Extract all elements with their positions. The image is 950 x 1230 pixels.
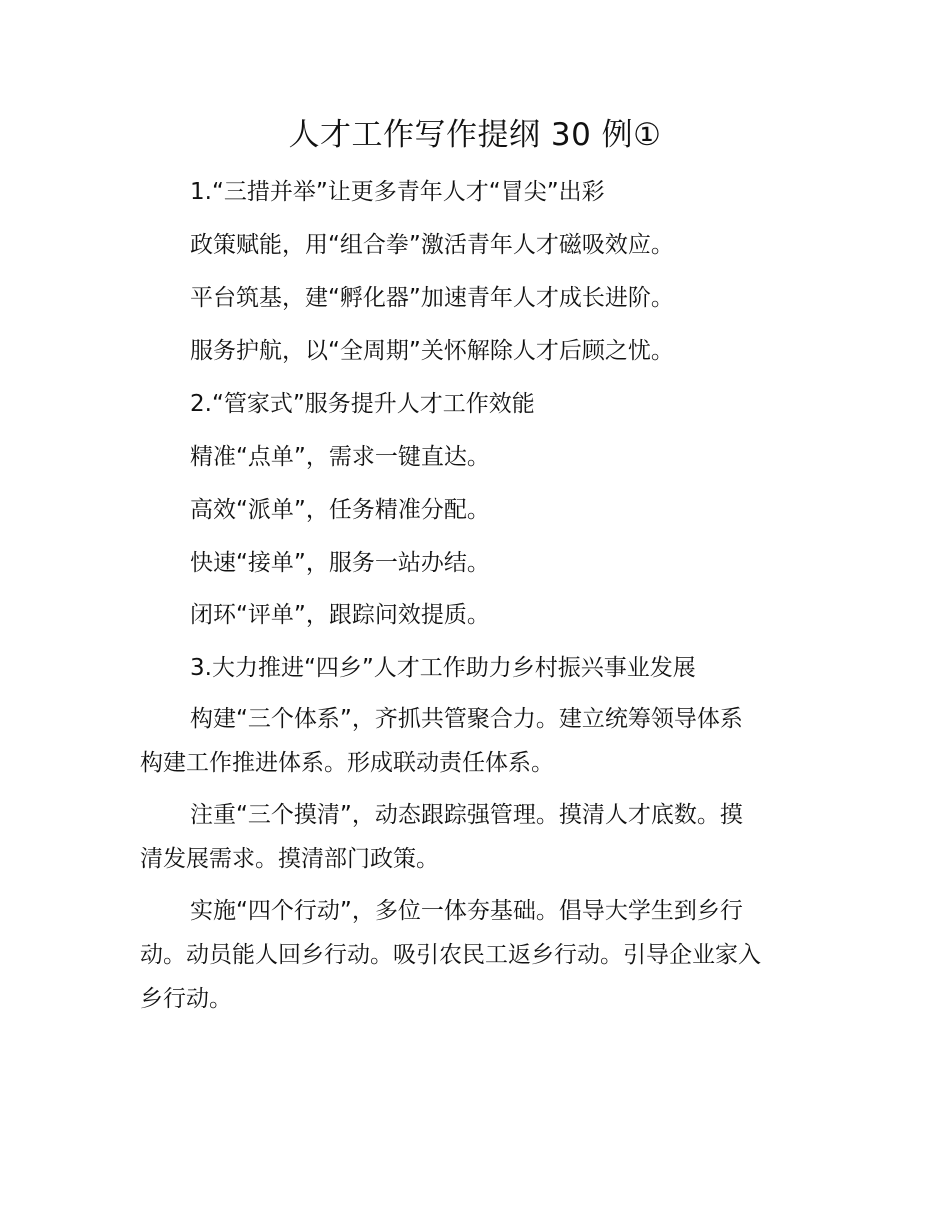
paragraph-line: 构建工作推进体系。形成联动责任体系。: [140, 750, 554, 776]
section-1-item-3: 服务护航，以“全周期”关怀解除人才后顾之忧。: [190, 338, 674, 364]
section-3-paragraph-2: [140, 793, 820, 881]
paragraph-line: 构建“三个体系”，齐抓共管聚合力。建立统筹领导体系: [190, 706, 743, 732]
section-2-item-2: 高效“派单”，任务精准分配。: [190, 497, 490, 523]
section-3-paragraph-3: [140, 889, 820, 1021]
section-1-heading: 1.“三措并举”让更多青年人才“冒尖”出彩: [190, 179, 605, 205]
paragraph-line: 实施“四个行动”，多位一体夯基础。倡导大学生到乡行: [190, 898, 743, 924]
section-1-item-2: 平台筑基，建“孵化器”加速青年人才成长进阶。: [190, 285, 674, 311]
section-2-heading: 2.“管家式”服务提升人才工作效能: [190, 391, 535, 417]
section-2-item-1: 精准“点单”，需求一键直达。: [190, 444, 490, 470]
section-1-item-1: 政策赋能，用“组合拳”激活青年人才磁吸效应。: [190, 232, 674, 258]
document-title: 人才工作写作提纲 30 例①: [288, 117, 662, 153]
section-2-item-3: 快速“接单”，服务一站办结。: [190, 550, 490, 576]
paragraph-line: 注重“三个摸清”，动态跟踪强管理。摸清人才底数。摸: [190, 802, 743, 828]
section-2-item-4: 闭环“评单”，跟踪问效提质。: [190, 602, 490, 628]
paragraph-line: 动。动员能人回乡行动。吸引农民工返乡行动。引导企业家入: [140, 942, 761, 968]
paragraph-line: 乡行动。: [140, 986, 232, 1012]
section-3-heading: 3.大力推进“四乡”人才工作助力乡村振兴事业发展: [190, 655, 696, 681]
paragraph-line: 清发展需求。摸清部门政策。: [140, 846, 439, 872]
section-3-paragraph-1: [140, 697, 820, 785]
